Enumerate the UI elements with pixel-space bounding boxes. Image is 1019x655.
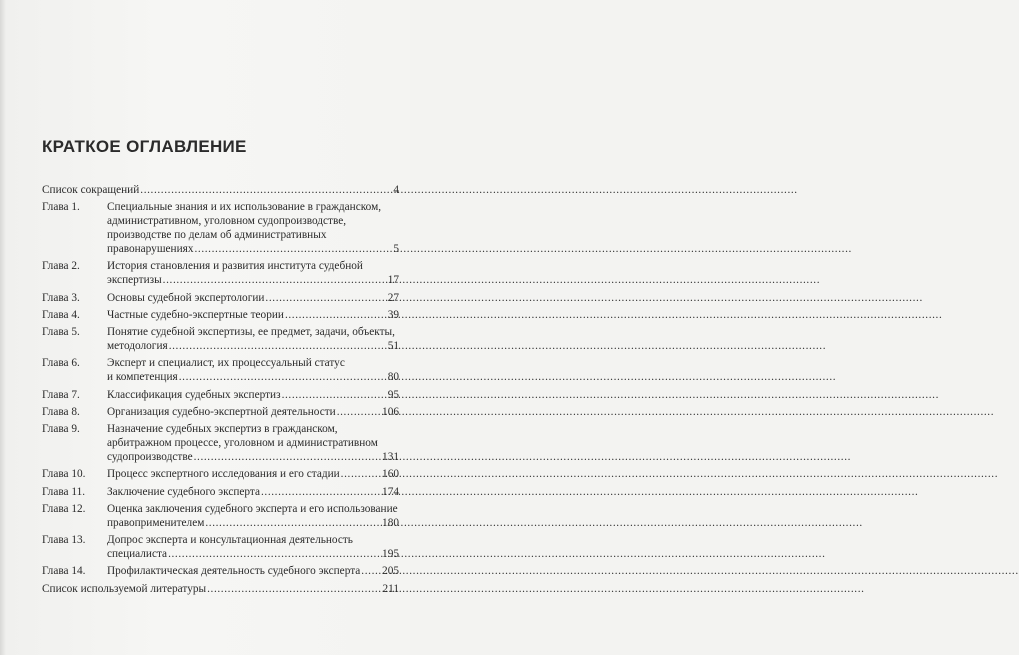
entry-title-last-line [107,486,399,500]
chapter-label: Глава 13. [42,534,86,547]
entry-title-line: Допрос эксперта и консультационная деятельность [107,534,353,547]
page-number: 211 [382,582,399,595]
page-number: 17 [387,274,399,287]
toc-entry [42,423,399,465]
toc-entry [42,534,399,562]
entry-title-last-line [107,274,399,288]
dot-leader [265,292,386,306]
toc-entry [42,503,399,531]
toc-entry [42,201,399,257]
toc-entry [42,406,399,420]
entry-title [107,326,399,354]
chapter-label: Глава 12. [42,502,86,515]
chapter-label: Глава 5. [42,326,80,339]
entry-title-line: производстве по делам об административных [107,229,327,242]
dot-leader [168,548,381,562]
page-number: 27 [387,291,399,304]
entry-title [107,565,399,579]
entry-title [107,486,399,500]
entry-title-line: Понятие судебной экспертизы, ее предмет, задачи, объекты, [107,326,395,339]
entry-title-text: Список сокращений [42,184,140,196]
entry-title [42,583,399,597]
toc-entry [42,260,399,288]
entry-title-line: История становления и развития института судебной [107,260,363,273]
entry-title [107,534,399,562]
entry-title [107,389,399,403]
entry-title-text: судопроизводстве [107,450,193,463]
chapter-label: Глава 10. [42,468,86,481]
dot-leader [179,371,387,385]
entry-title-last-line [107,565,399,579]
toc-entry [42,565,399,579]
page-number: 51 [387,340,399,353]
entry-title-text: Профилактическая деятельность судебного эксперта [107,565,361,578]
chapter-label: Глава 11. [42,485,86,498]
page-number: 106 [382,405,399,418]
entry-title-last-line [107,389,399,403]
chapter-label: Глава 4. [42,308,80,321]
entry-title-last-line [107,406,399,420]
page-number: 160 [382,468,399,481]
entry-title-last-line [107,451,399,465]
entry-title [107,468,399,482]
entry-title-last-line [107,292,399,306]
entry-title-line: Оценка заключения судебного эксперта и его использование [107,502,398,515]
entry-title-line: Специальные знания и их использование в гражданском, [107,201,382,214]
page-number: 131 [382,450,399,463]
dot-leader [205,517,381,531]
toc-entry [42,326,399,354]
entry-title-line: Эксперт и специалист, их процессуальный статус [107,357,345,370]
entry-title [107,201,399,257]
dot-leader [194,451,381,465]
entry-title-last-line [107,243,399,257]
entry-title-line: административном, уголовном судопроизводстве, [107,215,347,228]
chapter-label: Глава 1. [42,201,80,214]
page-number: 80 [387,371,399,384]
entry-title-text: Список используемой литературы [42,582,207,595]
dot-leader [163,274,387,288]
entry-title-last-line [107,371,399,385]
entry-title-last-line [107,309,399,323]
table-of-contents [42,184,399,600]
page-number: 39 [387,308,399,321]
page-gutter-shadow [0,0,6,655]
page-number: 4 [393,184,399,196]
dot-leader [341,468,381,482]
page-number: 5 [393,243,399,256]
dot-leader [194,243,392,257]
entry-title [107,357,399,385]
entry-title [107,292,399,306]
toc-entry [42,486,399,500]
entry-title-text: методология [107,340,168,353]
entry-title [107,503,399,531]
entry-title-text: Основы судебной экспертологии [107,291,265,304]
entry-title [107,406,399,420]
toc-entry [42,583,399,597]
entry-title-text: Классификация судебных экспертиз [107,388,281,401]
entry-title [107,423,399,465]
page-number: 180 [382,516,399,529]
toc-entry [42,309,399,323]
entry-title-text: Частные судебно-экспертные теории [107,308,284,321]
chapter-label: Глава 6. [42,357,80,370]
toc-entry [42,292,399,306]
chapter-label: Глава 2. [42,260,80,273]
toc-title: КРАТКОЕ ОГЛАВЛЕНИЕ [42,137,247,156]
entry-title-line: Назначение судебных экспертиз в гражданском, [107,423,338,436]
chapter-label: Глава 9. [42,423,80,436]
dot-leader [337,406,381,420]
page-number: 174 [382,485,399,498]
entry-title-line: арбитражном процессе, уголовном и административном [107,437,378,450]
dot-leader [361,565,381,579]
entry-title-last-line [42,184,399,198]
book-page [0,0,410,655]
entry-title [42,184,399,198]
chapter-label: Глава 7. [42,388,80,401]
entry-title-last-line [107,468,399,482]
entry-title-last-line [107,548,399,562]
toc-entry [42,468,399,482]
entry-title [107,260,399,288]
toc-entry [42,357,399,385]
entry-title-text: Заключение судебного эксперта [107,485,260,498]
dot-leader [282,389,387,403]
entry-title-text: и компетенция [107,371,178,384]
dot-leader [285,309,387,323]
entry-title-last-line [107,517,399,531]
page-number: 205 [382,565,399,578]
entry-title-text: правоприменителем [107,516,205,529]
entry-title-text: Организация судебно-экспертной деятельности [107,405,336,418]
dot-leader [207,583,381,597]
chapter-label: Глава 8. [42,405,80,418]
dot-leader [261,486,381,500]
page-number: 95 [387,388,399,401]
chapter-label: Глава 3. [42,291,80,304]
entry-title-text: экспертизы [107,274,162,287]
toc-entry [42,389,399,403]
toc-entry [42,184,399,198]
entry-title-text: правонарушениях [107,243,194,256]
dot-leader [169,340,387,354]
entry-title-last-line [42,583,399,597]
entry-title [107,309,399,323]
entry-title-last-line [107,340,399,354]
page-number: 195 [382,547,399,560]
dot-leader [140,184,392,198]
chapter-label: Глава 14. [42,565,86,578]
entry-title-text: специалиста [107,547,168,560]
entry-title-text: Процесс экспертного исследования и его стадии [107,468,340,481]
